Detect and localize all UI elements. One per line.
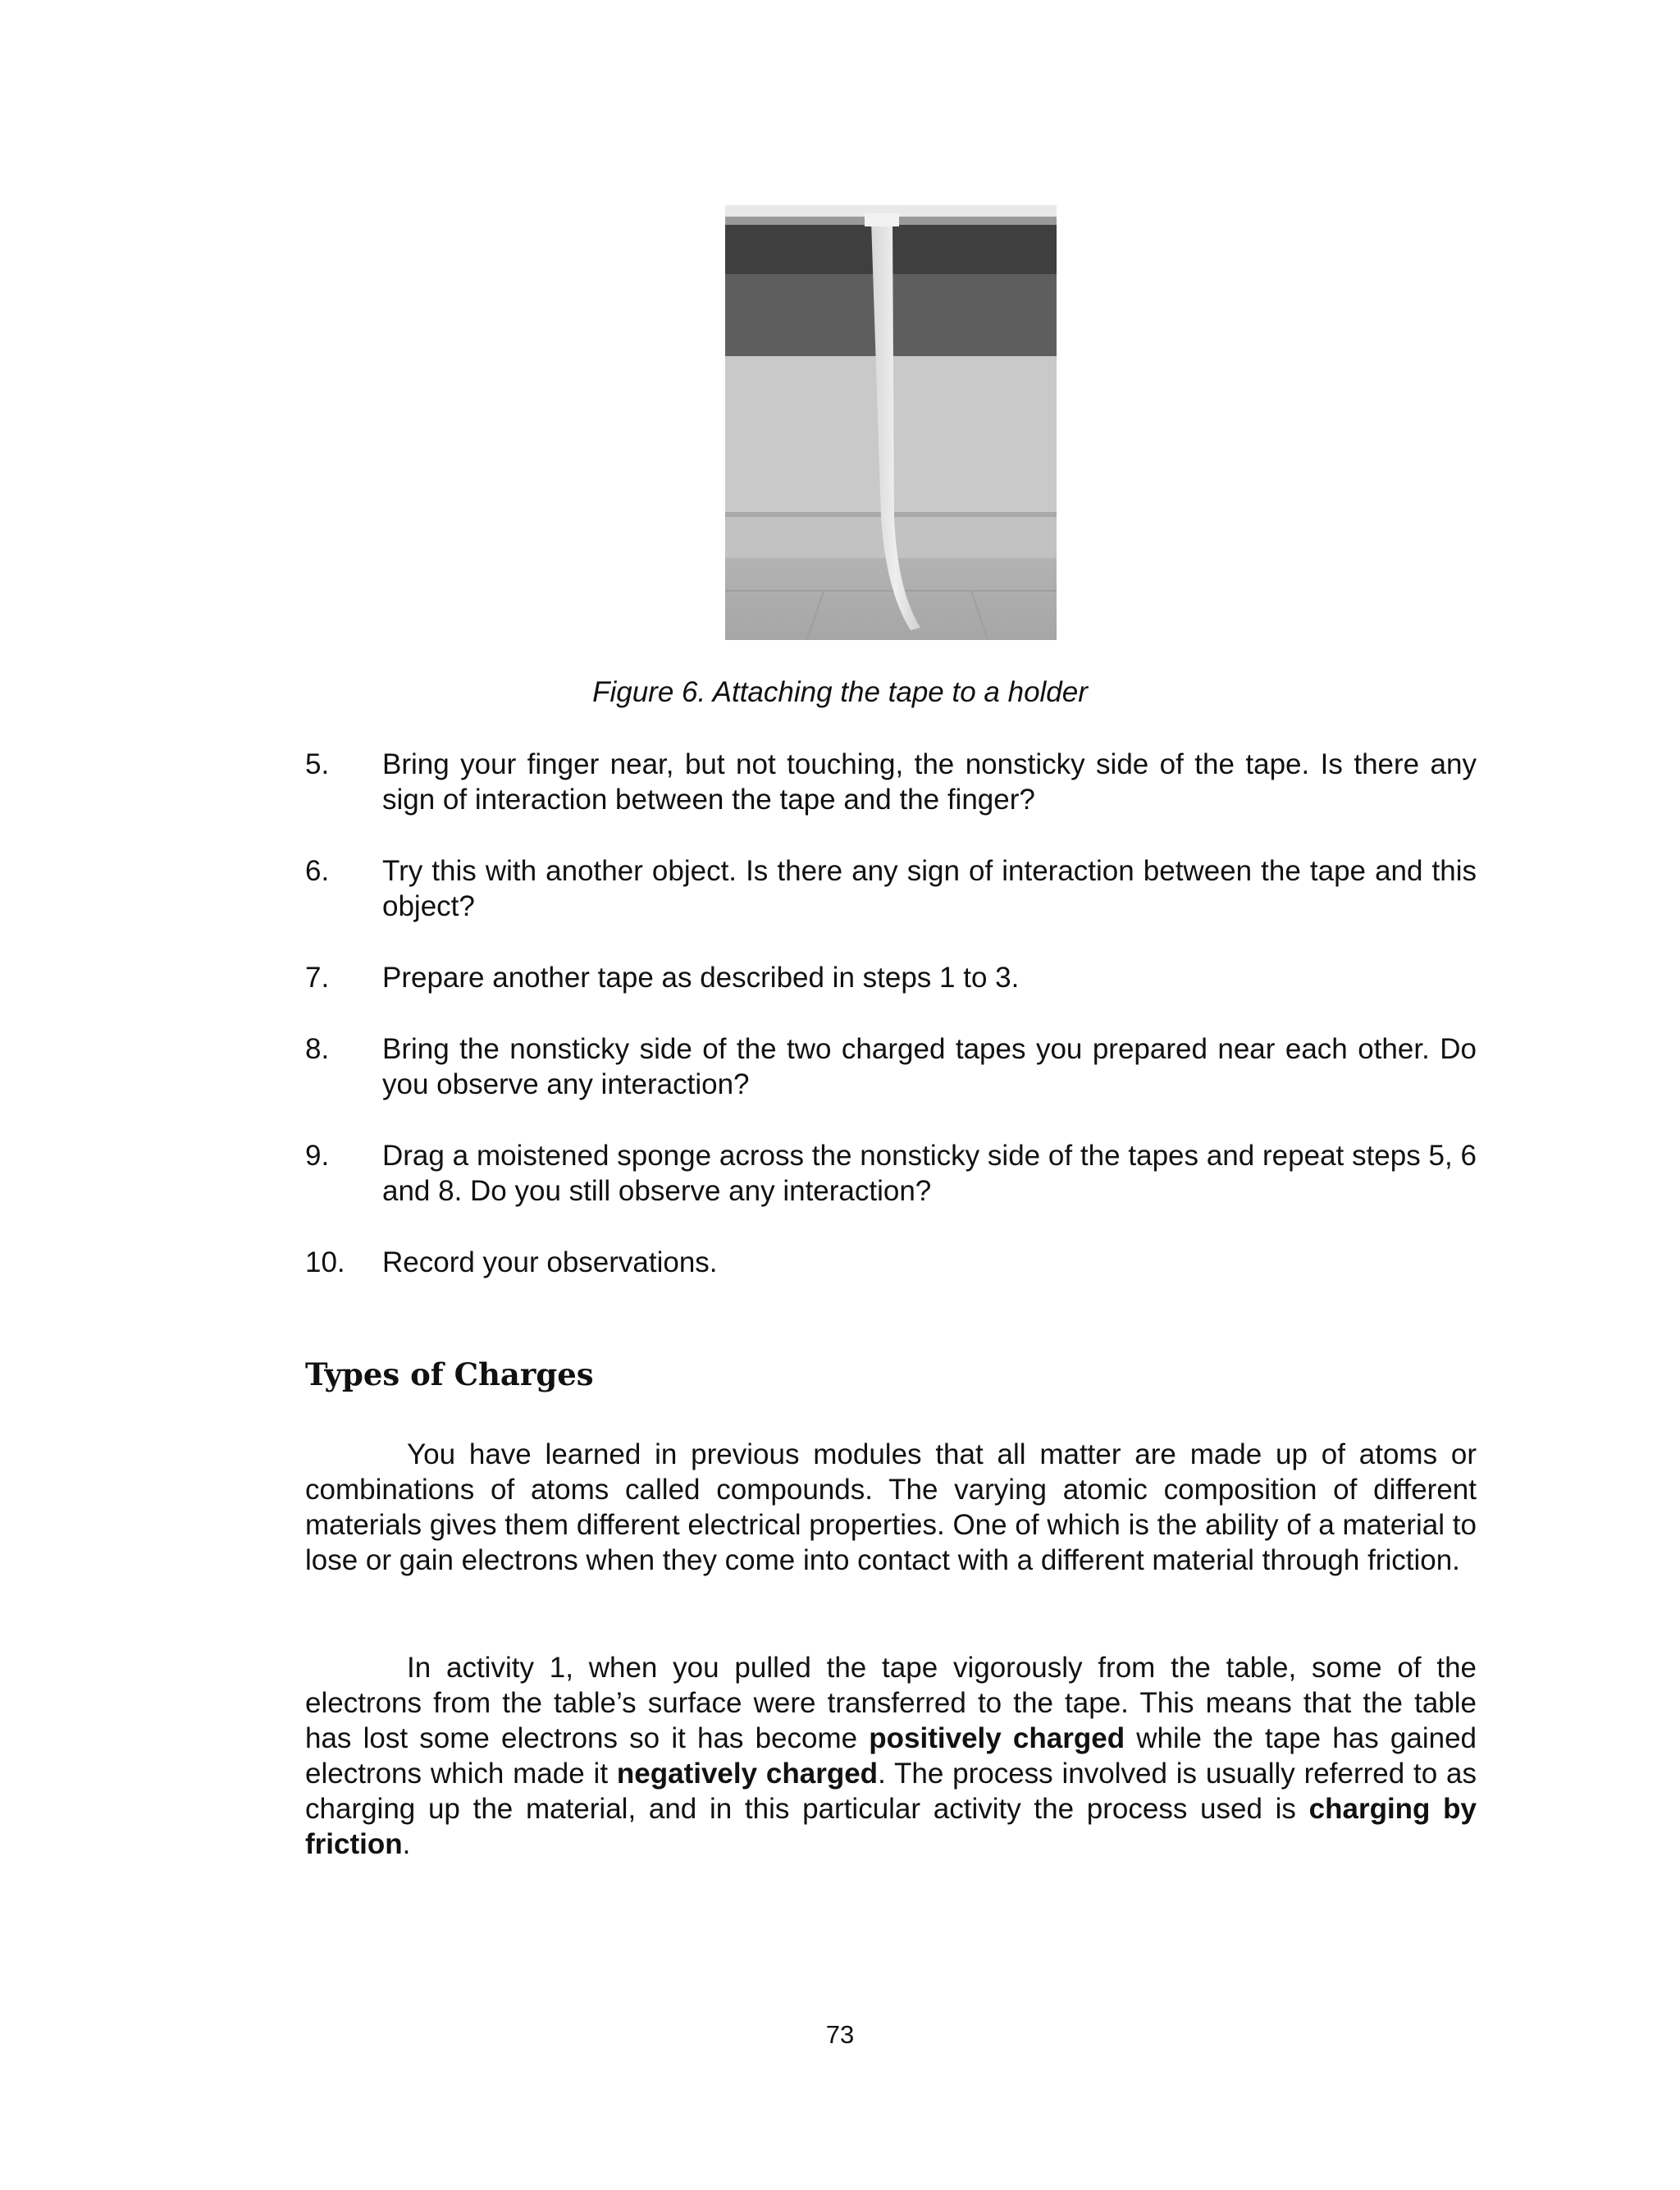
figure-6-photo (725, 205, 1057, 640)
paragraph-matter-composition: You have learned in previous modules that all matter are made up of atoms or combinations of atoms called compounds. The varying atomic composition of different materials gives them different electrical properties. One of which is the ability of a material to lose or gain electrons when they come into contact with a different material through friction. (305, 1438, 1477, 1576)
bold-term-charging-by-friction: charging by friction (305, 1793, 1477, 1860)
page-number: 73 (825, 2020, 855, 2049)
section-heading: Types of Charges (305, 1356, 594, 1392)
step-text: Try this with another object. Is there any sign of interaction between the tape and this object? (382, 855, 1477, 922)
step-text: Bring your finger near, but not touching, the nonsticky side of the tape. Is there any sign of interaction between the tape and the finger? (382, 748, 1477, 816)
step-number: 6. (305, 855, 330, 887)
list-item (305, 1031, 1477, 1102)
step-number: 9. (305, 1140, 330, 1172)
step-text: Bring the nonsticky side of the two charged tapes you prepared near each other. Do you observe any interaction? (382, 1033, 1477, 1100)
step-number: 10. (305, 1246, 345, 1278)
step-number: 7. (305, 962, 330, 994)
step-number: 8. (305, 1033, 330, 1065)
paragraph-charging-by-friction (305, 1650, 1477, 1862)
step-text: Drag a moistened sponge across the nonsticky side of the tapes and repeat steps 5, 6 and 8. Do you still observe any interaction? (382, 1140, 1477, 1207)
step-number: 5. (305, 748, 330, 780)
bold-term-negatively-charged: negatively charged (616, 1758, 879, 1790)
list-item (305, 853, 1477, 924)
procedure-steps (305, 747, 1477, 1316)
paragraph-text: while the tape has gained electrons which made it (305, 1722, 1477, 1790)
list-item (305, 960, 1477, 995)
paragraph-text: . The process involved is usually referred to as charging up the material, and in this particular activity the process used is (305, 1758, 1477, 1825)
paragraph-text: In activity 1, when you pulled the tape vigorously from the table, some of the electrons from the table’s surface were transferred to the tape. This means that the table has lost some electrons so it has become (305, 1652, 1477, 1754)
step-text: Prepare another tape as described in steps 1 to 3. (382, 962, 1020, 994)
bold-term-positively-charged: positively charged (869, 1722, 1125, 1754)
figure-caption: Figure 6. Attaching the tape to a holder (592, 676, 1088, 708)
list-item (305, 1138, 1477, 1209)
paragraph-text: . (402, 1828, 411, 1860)
step-text: Record your observations. (382, 1246, 718, 1278)
list-item (305, 1245, 1477, 1280)
list-item (305, 747, 1477, 817)
